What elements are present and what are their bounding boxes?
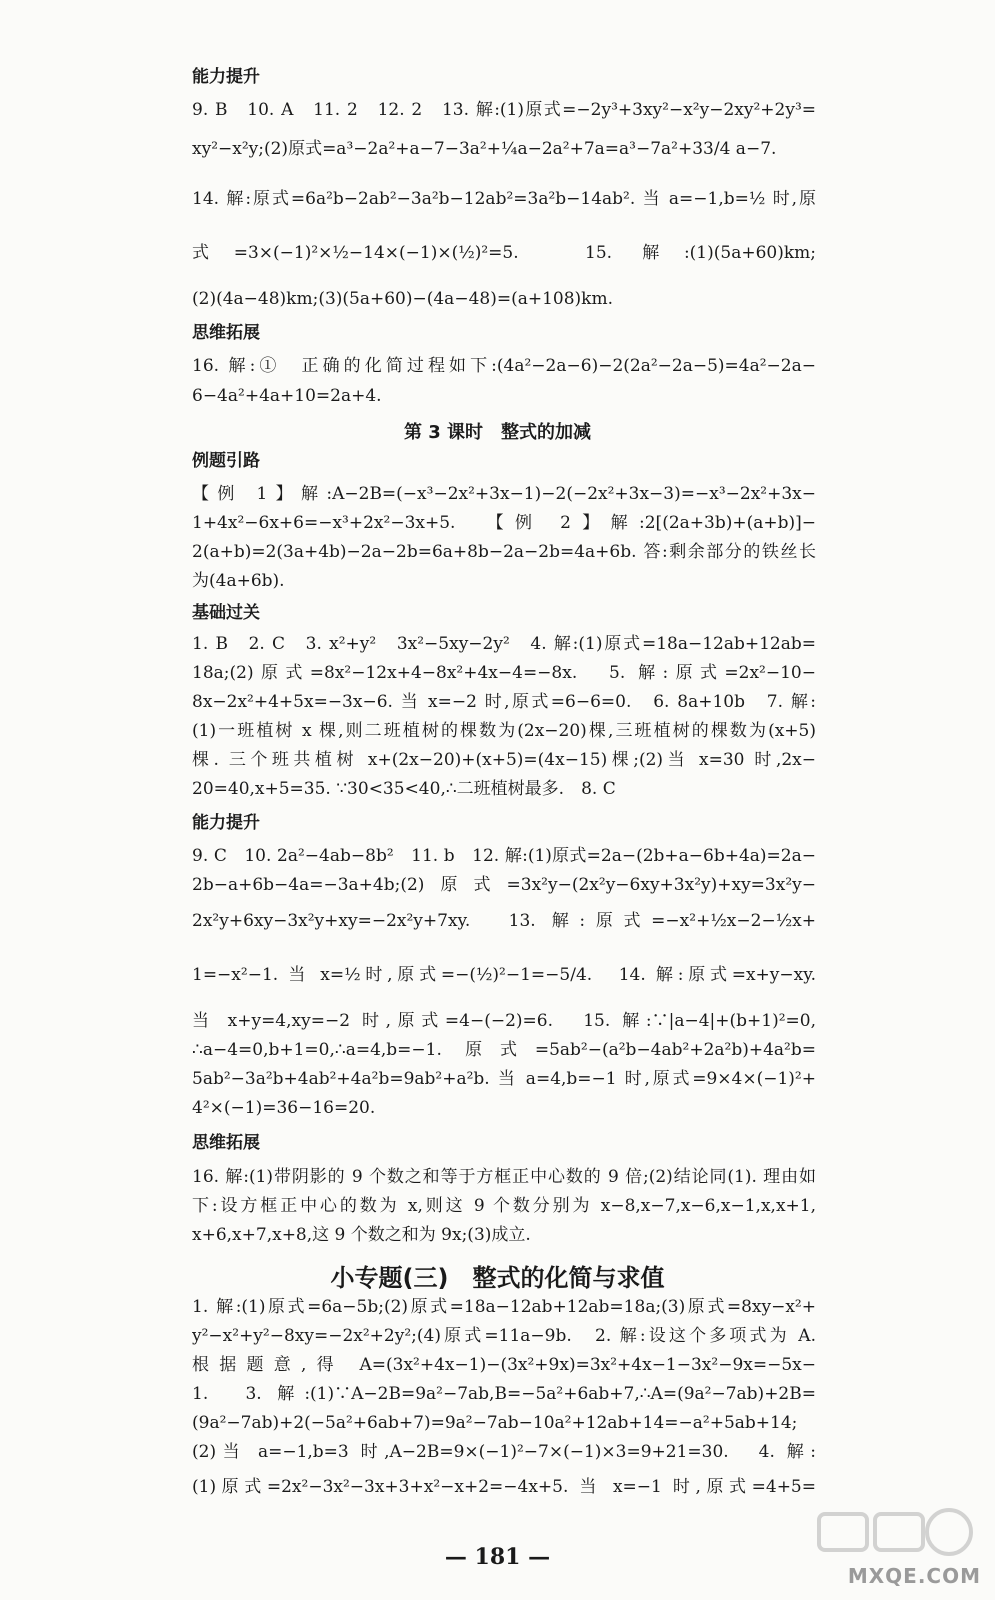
text-line: 下:设方框正中心的数为 x,则这 9 个数分别为 x−8,x−7,x−6,x−1,x,x+1, [192,1196,816,1216]
text-line: 棵. 三个班共植树 x+(2x−20)+(x+5)=(4x−15)棵;(2)当 x=30 时,2x− [192,750,816,770]
text-line: (1)原式=2x²−3x²−3x+3+x²−x+2=−4x+5. 当 x=−1 时,原式=4+5= [192,1477,816,1497]
watermark-text: MXQE.COM [847,1564,981,1588]
text-line: 为(4a+6b). [192,571,285,591]
text-line: 1=−x²−1. 当 x=½时,原式=−(½)²−1=−5/4. 14. 解:原式=x+y−xy. [192,965,816,985]
text-line: 16. 解:① 正确的化简过程如下:(4a²−2a−6)−2(2a²−2a−5)=4a²−2a− [192,356,816,376]
section-heading-ability: 能力提升 [192,813,260,833]
text-line: 4²×(−1)=36−16=20. [192,1098,376,1118]
text-line: 式=3×(−1)²×½−14×(−1)×(½)²=5. 15. 解:(1)(5a+60)km; [192,243,816,263]
text-line: 当 x+y=4,xy=−2 时,原式=4−(−2)=6. 15. 解:∵|a−4|+(b+1)²=0, [192,1011,816,1031]
text-line: 根据题意,得 A=(3x²+4x−1)−(3x²+9x)=3x²+4x−1−3x²−9x=−5x− [192,1355,816,1375]
section-heading-basics: 基础过关 [192,603,260,623]
topic-title: 小专题(三) 整式的化简与求值 [330,1264,665,1292]
section-heading-thinking: 思维拓展 [192,1133,260,1153]
text-line: 16. 解:(1)带阴影的 9 个数之和等于方框正中心数的 9 倍;(2)结论同(1). 理由如 [192,1167,816,1187]
text-line: xy²−x²y;(2)原式=a³−2a²+a−7−3a²+¼a−2a²+7a=a³−7a²+33/4 a−7. [192,139,777,159]
text-line: 2(a+b)=2(3a+4b)−2a−2b=6a+8b−2a−2b=4a+6b. 答:剩余部分的铁丝长 [192,542,816,562]
text-line: (1)一班植树 x 棵,则二班植树的棵数为(2x−20)棵,三班植树的棵数为(x+5) [192,721,816,741]
text-line: 【例 1】解:A−2B=(−x³−2x²+3x−1)−2(−2x²+3x−3)=−x³−2x²+3x− [192,484,816,504]
text-line: 1. B 2. C 3. x²+y² 3x²−5xy−2y² 4. 解:(1)原式=18a−12ab+12ab= [192,634,816,654]
text-line: (9a²−7ab)+2(−5a²+6ab+7)=9a²−7ab−10a²+12ab+14=−a²+5ab+14; [192,1413,798,1433]
text-line: y²−x²+y²−8xy=−2x²+2y²;(4)原式=11a−9b. 2. 解:设这个多项式为 A. [192,1326,816,1346]
page-number: — 181 — [444,1544,551,1570]
lesson-title: 第 3 课时 整式的加减 [403,422,592,443]
text-line: 6−4a²+4a+10=2a+4. [192,386,382,406]
text-line: 8x−2x²+4+5x=−3x−6. 当 x=−2 时,原式=6−6=0. 6. 8a+10b 7. 解: [192,692,816,712]
text-line: 1. 解:(1)原式=6a−5b;(2)原式=18a−12ab+12ab=18a;(3)原式=8xy−x²+ [192,1297,816,1317]
section-heading-ability: 能力提升 [192,67,260,87]
text-line: 14. 解:原式=6a²b−2ab²−3a²b−12ab²=3a²b−14ab². 当 a=−1,b=½ 时,原 [192,189,816,209]
text-line: 9. B 10. A 11. 2 12. 2 13. 解:(1)原式=−2y³+3xy²−x²y−2xy²+2y³= [192,100,816,120]
text-line: 1+4x²−6x+6=−x³+2x²−3x+5. 【例 2】解:2[(2a+3b)+(a+b)]− [192,513,816,533]
text-line: 9. C 10. 2a²−4ab−8b² 11. b 12. 解:(1)原式=2a−(2b+a−6b+4a)=2a− [192,846,816,866]
text-line: ∴a−4=0,b+1=0,∴a=4,b=−1. 原式=5ab²−(a²b−4ab²+2a²b)+4a²b= [192,1040,816,1060]
text-line: 20=40,x+5=35. ∵30<35<40,∴二班植树最多. 8. C [192,779,616,799]
section-heading-thinking: 思维拓展 [192,323,260,343]
text-line: 18a;(2)原式=8x²−12x+4−8x²+4x−4=−8x. 5. 解:原式=2x²−10− [192,663,816,683]
text-line: (2)(4a−48)km;(3)(5a+60)−(4a−48)=(a+108)km. [192,289,613,309]
text-line: 5ab²−3a²b+4ab²+4a²b=9ab²+a²b. 当 a=4,b=−1 时,原式=9×4×(−1)²+ [192,1069,816,1089]
section-heading-examples: 例题引路 [192,451,260,471]
text-line: (2)当 a=−1,b=3 时,A−2B=9×(−1)²−7×(−1)×3=9+21=30. 4. 解: [192,1442,816,1462]
text-line: x+6,x+7,x+8,这 9 个数之和为 9x;(3)成立. [192,1225,531,1245]
text-line: 1. 3. 解:(1)∵A−2B=9a²−7ab,B=−5a²+6ab+7,∴A=(9a²−7ab)+2B= [192,1384,816,1404]
text-line: 2b−a+6b−4a=−3a+4b;(2)原式=3x²y−(2x²y−6xy+3x²y)+xy=3x²y− [192,875,816,895]
text-line: 2x²y+6xy−3x²y+xy=−2x²y+7xy. 13. 解:原式=−x²+½x−2−½x+ [192,911,816,931]
